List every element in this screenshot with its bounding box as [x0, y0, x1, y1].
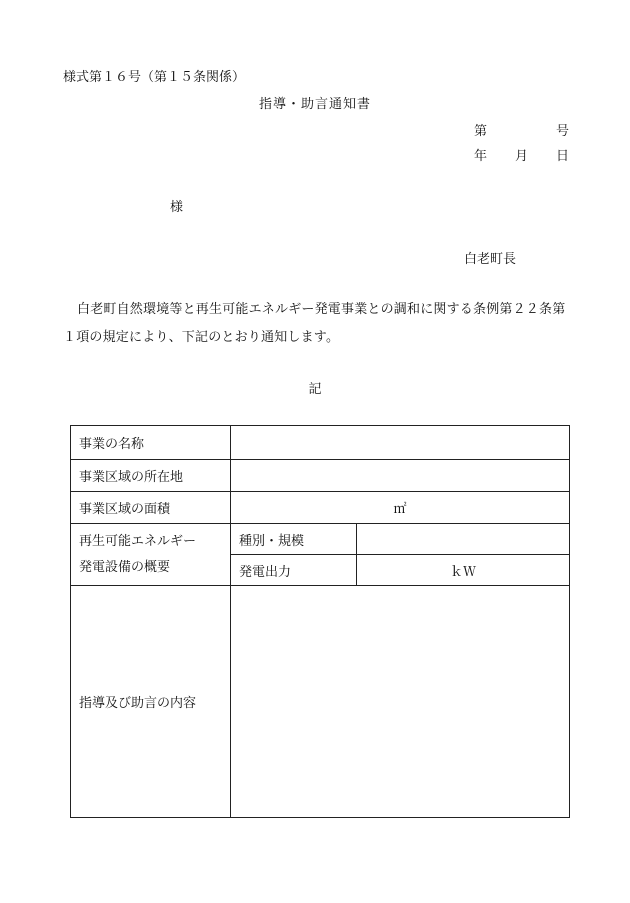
- facility-overview-label: [71, 524, 231, 586]
- document-title: 指導・助言通知書: [258, 97, 371, 112]
- guidance-label: 指導及び助言の内容: [71, 586, 231, 818]
- output-label: 発電出力: [231, 555, 357, 586]
- table-row-area: [71, 492, 570, 524]
- area-label: 事業区域の面積: [71, 492, 231, 524]
- form-table: [70, 425, 570, 818]
- body-text: 白老町自然環境等と再生可能エネルギー発電事業との調和に関する条例第２２条第１項の規定により、下記のとおり通知します。: [63, 302, 566, 345]
- recipient-honorific: 様: [170, 200, 184, 215]
- document-number-prefix: 第: [474, 124, 488, 139]
- table-row-business-name: [71, 426, 570, 460]
- ki-heading: 記: [308, 382, 322, 397]
- date-month-label: 月: [515, 149, 529, 164]
- business-name-label: 事業の名称: [71, 426, 231, 460]
- type-scale-value[interactable]: [357, 524, 570, 555]
- table-row-type-scale: [71, 524, 570, 555]
- date-day-label: 日: [556, 149, 570, 164]
- date-year-label: 年: [474, 149, 488, 164]
- facility-label-line2: 発電設備の概要: [79, 559, 171, 575]
- location-value[interactable]: [231, 460, 570, 492]
- business-name-value[interactable]: [231, 426, 570, 460]
- type-scale-label: 種別・規模: [231, 524, 357, 555]
- output-unit: ｋＷ: [449, 564, 476, 580]
- facility-label-line1: 再生可能エネルギー: [79, 533, 197, 549]
- area-value[interactable]: [231, 492, 570, 524]
- output-value[interactable]: [357, 555, 570, 586]
- area-unit: ㎡: [393, 502, 407, 517]
- location-label: 事業区域の所在地: [71, 460, 231, 492]
- table-row-guidance: [71, 586, 570, 818]
- table-row-location: [71, 460, 570, 492]
- sender-name: 白老町長: [464, 252, 517, 267]
- document-number-suffix: 号: [556, 124, 570, 139]
- guidance-content[interactable]: [231, 586, 570, 818]
- form-number: 様式第１６号（第１５条関係）: [63, 70, 246, 85]
